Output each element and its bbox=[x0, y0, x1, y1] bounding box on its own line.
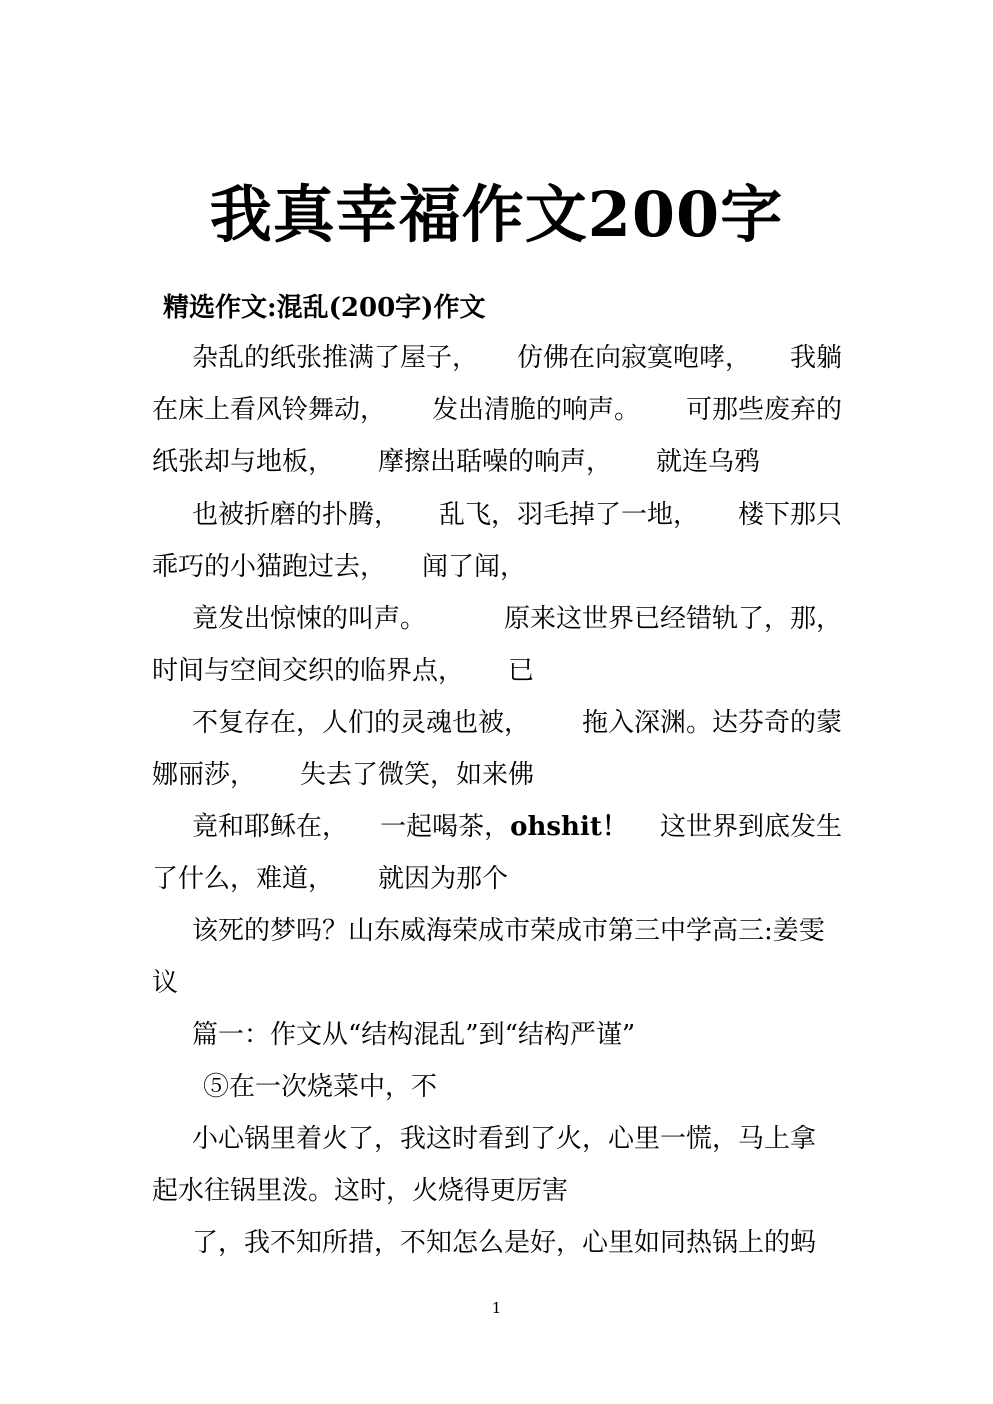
text-line: 起水往锅里泼。这时，火烧得更厉害 bbox=[152, 1176, 569, 1206]
text-segment: 原来这世界已经错轨了，那， bbox=[503, 604, 842, 634]
text-segment: 竟发出惊悚的叫声。 bbox=[192, 604, 427, 634]
text-segment: 竟和耶稣在， bbox=[192, 812, 349, 842]
text-segment: 这世界到底发生 bbox=[659, 812, 842, 842]
text-segment: 可那些废弃的 bbox=[685, 395, 842, 425]
text-segment: ！ bbox=[601, 812, 628, 842]
text-segment: 在床上看风铃舞动， bbox=[152, 395, 387, 425]
text-line: 议 bbox=[152, 968, 179, 998]
text-segment: 闻了闻， bbox=[422, 552, 527, 582]
text-segment: 拖入深渊。达芬奇的蒙 bbox=[581, 708, 842, 738]
text-line bbox=[192, 340, 842, 376]
text-segment: 娜丽莎， bbox=[152, 760, 257, 790]
text-segment: 就连乌鸦 bbox=[656, 447, 761, 477]
text-line: 该死的梦吗？山东威海荣成市荣成市第三中学高三:姜雯 bbox=[192, 916, 825, 946]
text-segment: 仿佛在向寂寞咆哮， bbox=[516, 343, 751, 373]
text-line: 了，我不知所措，不知怎么是好，心里如同热锅上的蚂 bbox=[192, 1228, 817, 1258]
text-segment: ohshit bbox=[510, 812, 602, 842]
text-line: 篇一：作文从“结构混乱”到“结构严谨” bbox=[192, 1020, 636, 1050]
text-segment: 一起喝茶， bbox=[380, 812, 511, 842]
text-segment: 乱飞，羽毛掉了一地， bbox=[438, 500, 699, 530]
text-line bbox=[192, 809, 842, 845]
text-line bbox=[192, 705, 842, 741]
text-segment: 不复存在，人们的灵魂也被， bbox=[192, 708, 531, 738]
text-line bbox=[152, 444, 842, 480]
text-line: 小心锅里着火了，我这时看到了火，心里一慌，马上拿 bbox=[192, 1124, 817, 1154]
page-number: 1 bbox=[491, 1299, 502, 1317]
text-line bbox=[192, 497, 842, 533]
text-segment: 了什么，难道， bbox=[152, 864, 335, 894]
text-segment: 楼下那只 bbox=[737, 500, 842, 530]
text-line bbox=[152, 757, 842, 793]
text-line bbox=[152, 392, 842, 428]
text-line bbox=[192, 601, 842, 637]
text-segment: 杂乱的纸张推满了屋子， bbox=[192, 343, 479, 373]
text-segment: 摩擦出聒噪的响声， bbox=[378, 447, 613, 477]
document-subtitle: 精选作文:混乱(200字)作文 bbox=[163, 293, 486, 323]
text-segment: 就因为那个 bbox=[378, 864, 509, 894]
text-segment: 我躺 bbox=[789, 343, 842, 373]
text-segment bbox=[380, 809, 628, 845]
text-segment: 已 bbox=[508, 656, 535, 686]
text-segment: 失去了微笑，如来佛 bbox=[300, 760, 535, 790]
text-segment: 发出清脆的响声。 bbox=[431, 395, 640, 425]
text-line: ⑤在一次烧菜中，不 bbox=[203, 1072, 438, 1102]
text-segment: 也被折磨的扑腾， bbox=[192, 500, 401, 530]
text-line bbox=[152, 549, 842, 585]
text-segment: 纸张却与地板， bbox=[152, 447, 335, 477]
text-line bbox=[152, 653, 842, 689]
document-title: 我真幸福作文200字 bbox=[209, 178, 784, 251]
text-line bbox=[152, 861, 842, 897]
text-segment: 乖巧的小猫跑过去， bbox=[152, 552, 387, 582]
text-segment: 时间与空间交织的临界点， bbox=[152, 656, 465, 686]
